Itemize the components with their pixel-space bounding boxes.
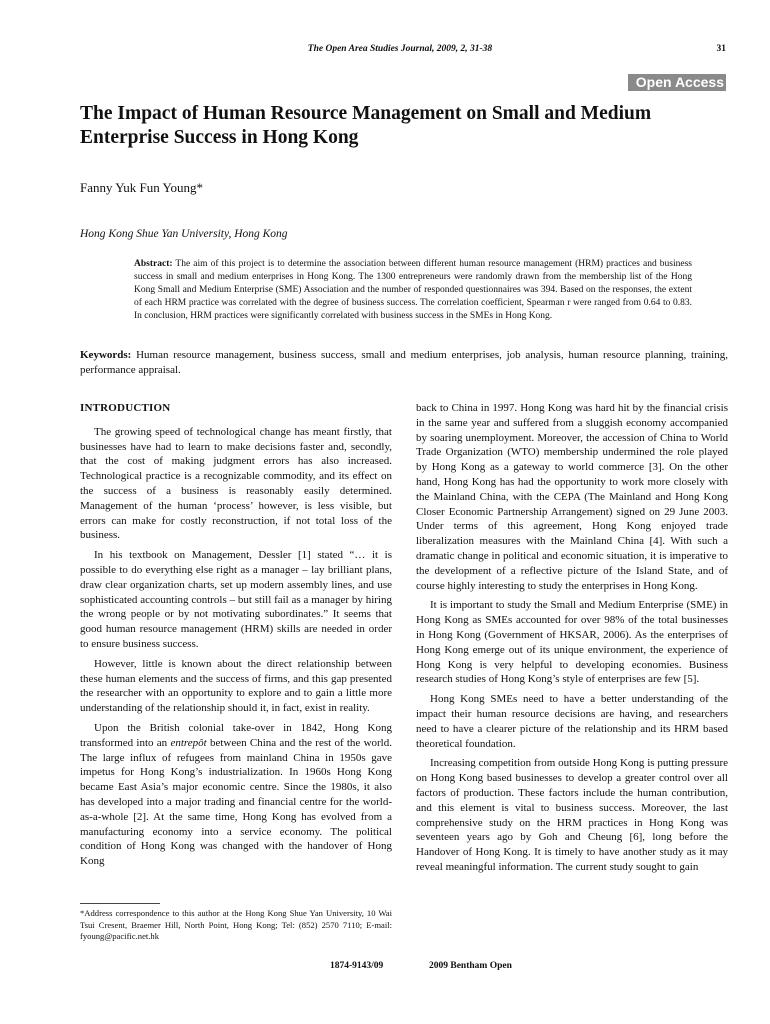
paragraph-text: Upon the British colonial take-over in 1842, Hong Kong transformed into an — [80, 721, 392, 749]
paragraph: However, little is known about the direct relationship between these human elements and the success of firms, and this gap presented the researcher with an opportunity to explore and to gain a little more understanding of the relationship should it, in fact, exist in reality. — [80, 657, 392, 715]
paragraph: The growing speed of technological change has meant firstly, that businesses have had to learn to make decisions faster and, secondly, that the cost of making judgment errors has also increased. Technological practice is a recognizable commodity, and its effect on the success of a business is reasonably easily determined. Management of the human ‘process’ however, is less visible, but errors can make for costly reconstruction, if not total loss of the business. — [80, 425, 392, 542]
author-name: Fanny Yuk Fun Young* — [80, 180, 204, 195]
paragraph: In his textbook on Management, Dessler [1] stated “… it is possible to do everything else right as a manager – lay brilliant plans, draw clear organization charts, set up modern assembly lines, and use sophisticated accounting controls – but still fail as a manager by hiring the wrong people or by not motivating subordinates.” It seems that good human resource management (HRM) skills are needed in order to ensure business success. — [80, 549, 392, 650]
keywords-text: Human resource management, business success, small and medium enterprises, job analysis, human resource planning, training, performance appraisal. — [80, 349, 728, 376]
footnote-divider — [80, 903, 160, 904]
open-access-badge: Open Access — [628, 74, 726, 91]
left-column — [80, 401, 392, 874]
keywords — [80, 348, 728, 378]
abstract-text: The aim of this project is to determine the association between different human resource management (HRM) practices and business success in small and medium enterprises in Hong Kong. The 1300 entrepreneurs were randomly drawn from the membership list of the Hong Kong Small and Medium Enterprise (SME) Association and the number of responded questionnaires was 394. Based on the responses, the extent of each HRM practice was correlated with the degree of business success. The correlation coefficient, Spearman r were ranged from 0.64 to 0.83. In conclusion, HRM practices were significantly correlated with business success in the SMEs in Hong Kong. — [134, 259, 692, 321]
article-title: The Impact of Human Resource Management on Small and Medium Enterprise Success in Hong Kong — [80, 103, 652, 148]
correspondence-footnote: *Address correspondence to this author at the Hong Kong Shue Yan University, 10 Wai Tsui Cresent, Braemer Hill, North Point, Hong Kong; Tel: (852) 2570 7110; E-mail: fyoung@pacific.net.hk — [80, 908, 392, 941]
paragraph: Hong Kong SMEs need to have a better understanding of the impact their human resource decisions are having, and researchers need to have a clearer picture of the relationship and its HRM based theoretical foundation. — [416, 693, 728, 750]
paragraph — [80, 721, 392, 869]
paragraph: back to China in 1997. Hong Kong was hard hit by the financial crisis in the same year and suffered from a sluggish economy accompanied by soaring unemployment. Moreover, the accession of China to World Trade Organization (WTO) membership undermined the role played by Hong Kong as a gateway to world commerce [3]. On the other hand, Hong Kong has had the opportunity to work more closely with the Mainland China, with the CEPA (The Mainland and Hong Kong Closer Economic Partnership Arrangement) signed on 29 June 2003. Under terms of this agreement, Hong Kong enjoyed trade liberalization measures with the Mainland China [4]. With such a dramatic change in political and economic situation, it is imperative to the development of a reflective picture of the Island State, and of course highly interesting to study the enterprises in Hong Kong. — [416, 402, 728, 592]
section-heading-introduction: INTRODUCTION — [80, 402, 171, 414]
author-affiliation: Hong Kong Shue Yan University, Hong Kong — [80, 228, 288, 240]
page-number: 31 — [716, 44, 726, 54]
right-column — [416, 401, 728, 880]
paragraph-text: between China and the rest of the world. The large influx of refugees from mainland China in 1950s gave impetus for Hong Kong’s industrialization. In 1960s Hong Kong became East Asia’s major economic centre. Since the 1980s, it also has developed into a major trading and financial centre for the world-as-a-whole [2]. At the same time, Hong Kong has evolved from a manufacturing economy into a service economy. The political condition of Hong Kong was changed with the handover of Hong Kong — [80, 736, 392, 868]
abstract-label: Abstract: — [134, 259, 173, 269]
emphasized-term: entrepôt — [170, 736, 207, 749]
paragraph: It is important to study the Small and Medium Enterprise (SME) in Hong Kong as SMEs accounted for over 98% of the total businesses in Hong Kong (Government of HKSAR, 2006). As the enterprises of Hong Kong emerge out of its unique environment, the experience of Hong Kong is very helpful to developing economies. Business research studies of Hong Kong’s style of enterprises are few [5]. — [416, 599, 728, 686]
journal-citation: The Open Area Studies Journal, 2009, 2, 31-38 — [307, 44, 493, 54]
paragraph: Increasing competition from outside Hong Kong is putting pressure on Hong Kong based businesses to develop a greater control over all factors of production. These factors include the human contribution, and this element is vital to business success. Moreover, the last comprehensive study on the HRM practices in Hong Kong was seventeen years ago by Goh and Cheung [6], long before the Handover of Hong Kong. It is timely to have another study as it may reveal meaningful information. The current study sought to gain — [416, 757, 728, 873]
copyright: 2009 Bentham Open — [429, 961, 512, 971]
keywords-label: Keywords: — [80, 349, 132, 361]
issn: 1874-9143/09 — [330, 961, 384, 971]
abstract — [134, 258, 692, 323]
